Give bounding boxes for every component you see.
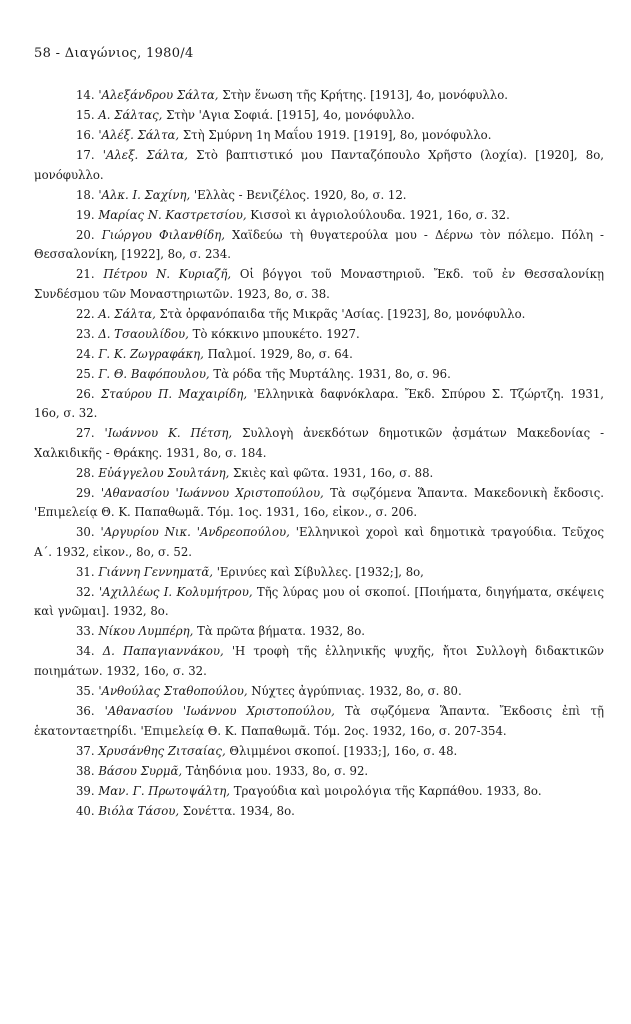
bibliography-entry [34, 464, 604, 484]
entry-details: 'Η τροφὴ τῆς ἑλληνικῆς ψυχῆς, ἤτοι Συλλογὴ διδακτικῶν ποιημάτων. 1932, 16ο, σ. 32. [34, 644, 604, 679]
entry-number: 31. [76, 564, 95, 579]
bibliography-entry [34, 146, 604, 185]
entry-details: Κισσοὶ κι ἀγριολούλουδα. 1921, 16ο, σ. 32. [246, 207, 510, 222]
entry-details: Θλιμμένοι σκοποί. [1933;], 16ο, σ. 48. [225, 743, 458, 758]
bibliography-entry [34, 622, 604, 642]
entry-details: Στὰ ὀρφανόπαιδα τῆς Μικρᾶς 'Ασίας. [1923], 8ο, μονόφυλλο. [155, 306, 526, 321]
entry-details: Τὰ ρόδα τῆς Μυρτάλης. 1931, 8ο, σ. 96. [209, 366, 451, 381]
entry-author: Μαρίας Ν. Καστρετσίου, [98, 207, 247, 222]
entry-number: 26. [76, 386, 95, 401]
page-header: 58 - Διαγώνιος, 1980/4 [34, 46, 194, 61]
entry-author: Δ. Παπαγιαννάκου, [102, 644, 224, 659]
entry-number: 36. [76, 704, 95, 718]
bibliography-entry [34, 126, 604, 146]
bibliography-entry [34, 642, 604, 681]
entry-author: Χρυσάνθης Ζιτσαίας, [98, 743, 226, 758]
entry-author: 'Αλεξάνδρου Σάλτα, [98, 88, 219, 102]
entry-author: Πέτρου Ν. Κυριαζῆ, [103, 267, 232, 282]
entry-author: 'Αλέξ. Σάλτα, [98, 127, 180, 142]
entry-number: 32. [76, 584, 95, 599]
entry-number: 15. [76, 107, 95, 122]
entry-author: 'Αχιλλέως Ι. Κολυμήτρου, [98, 584, 253, 599]
bibliography-list [34, 86, 604, 822]
entry-author: Γιώργου Φιλανθίδη, [101, 227, 225, 242]
entry-details: Τραγούδια καὶ μοιρολόγια τῆς Καρπάθου. 1933, 8ο. [230, 783, 542, 798]
entry-author: Γ. Κ. Ζωγραφάκη, [98, 346, 204, 361]
entry-number: 38. [76, 763, 95, 778]
entry-details: Στὴν ἕνωση τῆς Κρήτης. [1913], 4ο, μονόφυλλο. [218, 88, 508, 102]
bibliography-entry [34, 265, 604, 304]
entry-details: Τὰ πρῶτα βήματα. 1932, 8ο. [193, 624, 365, 639]
entry-author: Α. Σάλτας, [98, 107, 163, 122]
entry-number: 35. [76, 684, 95, 699]
bibliography-entry [34, 385, 604, 424]
entry-author: 'Ιωάννου Κ. Πέτση, [104, 426, 233, 441]
bibliography-entry [34, 345, 604, 365]
entry-details: Οἱ βόγγοι τοῦ Μοναστηριοῦ. Ἔκδ. τοῦ ἐν Θεσσαλονίκῃ Συνδέσμου τῶν Μοναστηριωτῶν. 1923, 8ο, σ. 38. [34, 267, 604, 301]
entry-number: 22. [76, 306, 95, 321]
bibliography-entry [34, 226, 604, 265]
entry-details: Χαϊδεύω τὴ θυγατερούλα μου - Δέρνω τὸν πόλεμο. Πόλη - Θεσσαλονίκη, [1922], 8ο, σ. 234. [34, 227, 604, 262]
entry-number: 33. [76, 624, 95, 639]
entry-author: Δ. Τσαουλίδου, [98, 326, 189, 341]
entry-details: Τὸ κόκκινο μπουκέτο. 1927. [188, 326, 360, 341]
entry-author: 'Αθανασίου 'Ιωάννου Χριστοπούλου, [104, 704, 335, 718]
entry-number: 29. [76, 485, 95, 500]
entry-details: 'Ελλὰς - Βενιζέλος. 1920, 8ο, σ. 12. [190, 187, 407, 202]
entry-number: 20. [76, 227, 95, 242]
bibliography-entry [34, 523, 604, 562]
entry-author: 'Ανθούλας Σταθοπούλου, [98, 684, 248, 699]
bibliography-entry [34, 742, 604, 762]
entry-details: 'Ελληνικοὶ χοροὶ καὶ δημοτικὰ τραγούδια. Τεῦχος Α΄. 1932, εἰκον., 8ο, σ. 52. [34, 525, 604, 559]
bibliography-entry [34, 186, 604, 206]
entry-details: Παλμοί. 1929, 8ο, σ. 64. [203, 346, 353, 361]
entry-number: 27. [76, 426, 95, 441]
bibliography-entry [34, 682, 604, 702]
entry-details: Στὴ Σμύρνη 1η Μαΐου 1919. [1919], 8ο, μονόφυλλο. [179, 127, 492, 142]
entry-author: Γιάννη Γεννηματᾶ, [98, 564, 213, 579]
entry-details: 'Ελληνικὰ δαφνόκλαρα. Ἔκδ. Σπύρου Σ. Τζώρτζη. 1931, 16ο, σ. 32. [34, 386, 604, 421]
entry-author: Α. Σάλτα, [98, 306, 156, 321]
entry-author: Βάσου Συρμᾶ, [98, 763, 183, 778]
entry-details: Νύχτες ἀγρύπνιας. 1932, 8ο, σ. 80. [247, 684, 462, 699]
bibliography-entry [34, 762, 604, 782]
entry-author: Μαν. Γ. Πρωτοψάλτη, [98, 783, 230, 798]
entry-number: 16. [76, 127, 95, 142]
bibliography-entry [34, 325, 604, 345]
entry-number: 17. [76, 147, 95, 162]
bibliography-entry [34, 305, 604, 325]
bibliography-entry [34, 484, 604, 523]
entry-details: Τῆς λύρας μου οἱ σκοποί. [Ποιήματα, διηγήματα, σκέψεις καὶ γνῶμαι]. 1932, 8ο. [34, 584, 604, 619]
entry-number: 28. [76, 465, 95, 480]
entry-details: Σονέττα. 1934, 8ο. [179, 803, 295, 818]
bibliography-entry [34, 86, 604, 106]
entry-details: Στὴν 'Αγια Σοφιά. [1915], 4ο, μονόφυλλο. [162, 107, 415, 122]
entry-author: Εὐάγγελου Σουλτάνη, [98, 465, 230, 480]
entry-number: 24. [76, 346, 95, 361]
entry-author: Σταύρου Π. Μαχαιρίδη, [101, 386, 248, 401]
entry-number: 34. [76, 644, 95, 659]
entry-number: 25. [76, 366, 95, 381]
entry-details: Συλλογὴ ἀνεκδότων δημοτικῶν ᾀσμάτων Μακεδονίας - Χαλκιδικῆς - Θράκης. 1931, 8ο, σ. 184. [34, 426, 605, 460]
bibliography-entry [34, 583, 604, 622]
bibliography-entry [34, 563, 604, 583]
bibliography-entry [34, 365, 604, 385]
entry-author: 'Αθανασίου 'Ιωάννου Χριστοπούλου, [100, 485, 324, 500]
bibliography-entry [34, 424, 604, 463]
entry-details: Τἀηδόνια μου. 1933, 8ο, σ. 92. [182, 763, 369, 778]
entry-number: 39. [76, 783, 95, 798]
bibliography-entry [34, 702, 604, 741]
bibliography-entry [34, 782, 604, 802]
entry-author: Γ. Θ. Βαφόπουλου, [98, 366, 210, 381]
entry-number: 19. [76, 207, 95, 222]
entry-number: 37. [76, 743, 95, 758]
entry-number: 40. [76, 803, 95, 818]
entry-author: 'Αλκ. Ι. Σαχίνη, [98, 187, 191, 202]
entry-details: Στὸ βαπτιστικό μου Πανταζόπουλο Χρῆστο (λοχία). [1920], 8ο, μονόφυλλο. [34, 147, 604, 182]
entry-number: 30. [76, 525, 95, 540]
entry-author: Βιόλα Τάσου, [98, 803, 180, 818]
entry-number: 18. [76, 187, 95, 202]
entry-author: Νίκου Λυμπέρη, [98, 624, 194, 639]
entry-details: Τὰ σῳζόμενα Ἅπαντα. Ἔκδοσις ἐπὶ τῇ ἑκατονταετηρίδι. 'Επιμελείᾳ Θ. Κ. Παπαθωμᾶ. Τόμ. 2ος. 1932, 16ο, σ. 207-354. [34, 704, 604, 738]
entry-number: 14. [76, 88, 95, 102]
bibliography-entry [34, 802, 604, 822]
entry-details: Τὰ σῳζόμενα Ἅπαντα. Μακεδονικὴ ἔκδοσις. 'Επιμελείᾳ Θ. Κ. Παπαθωμᾶ. Τόμ. 1ος. 1931, 16ο, εἰκον., σ. 206. [34, 485, 604, 520]
bibliography-entry [34, 106, 604, 126]
entry-number: 23. [76, 326, 95, 341]
entry-author: 'Αργυρίου Νικ. 'Ανδρεοπούλου, [100, 525, 290, 540]
bibliography-entry [34, 206, 604, 226]
entry-details: Σκιὲς καὶ φῶτα. 1931, 16ο, σ. 88. [229, 465, 434, 480]
entry-number: 21. [76, 267, 95, 282]
entry-details: 'Ερινύες καὶ Σίβυλλες. [1932;], 8ο, [212, 564, 424, 579]
entry-author: 'Αλεξ. Σάλτα, [102, 147, 189, 162]
